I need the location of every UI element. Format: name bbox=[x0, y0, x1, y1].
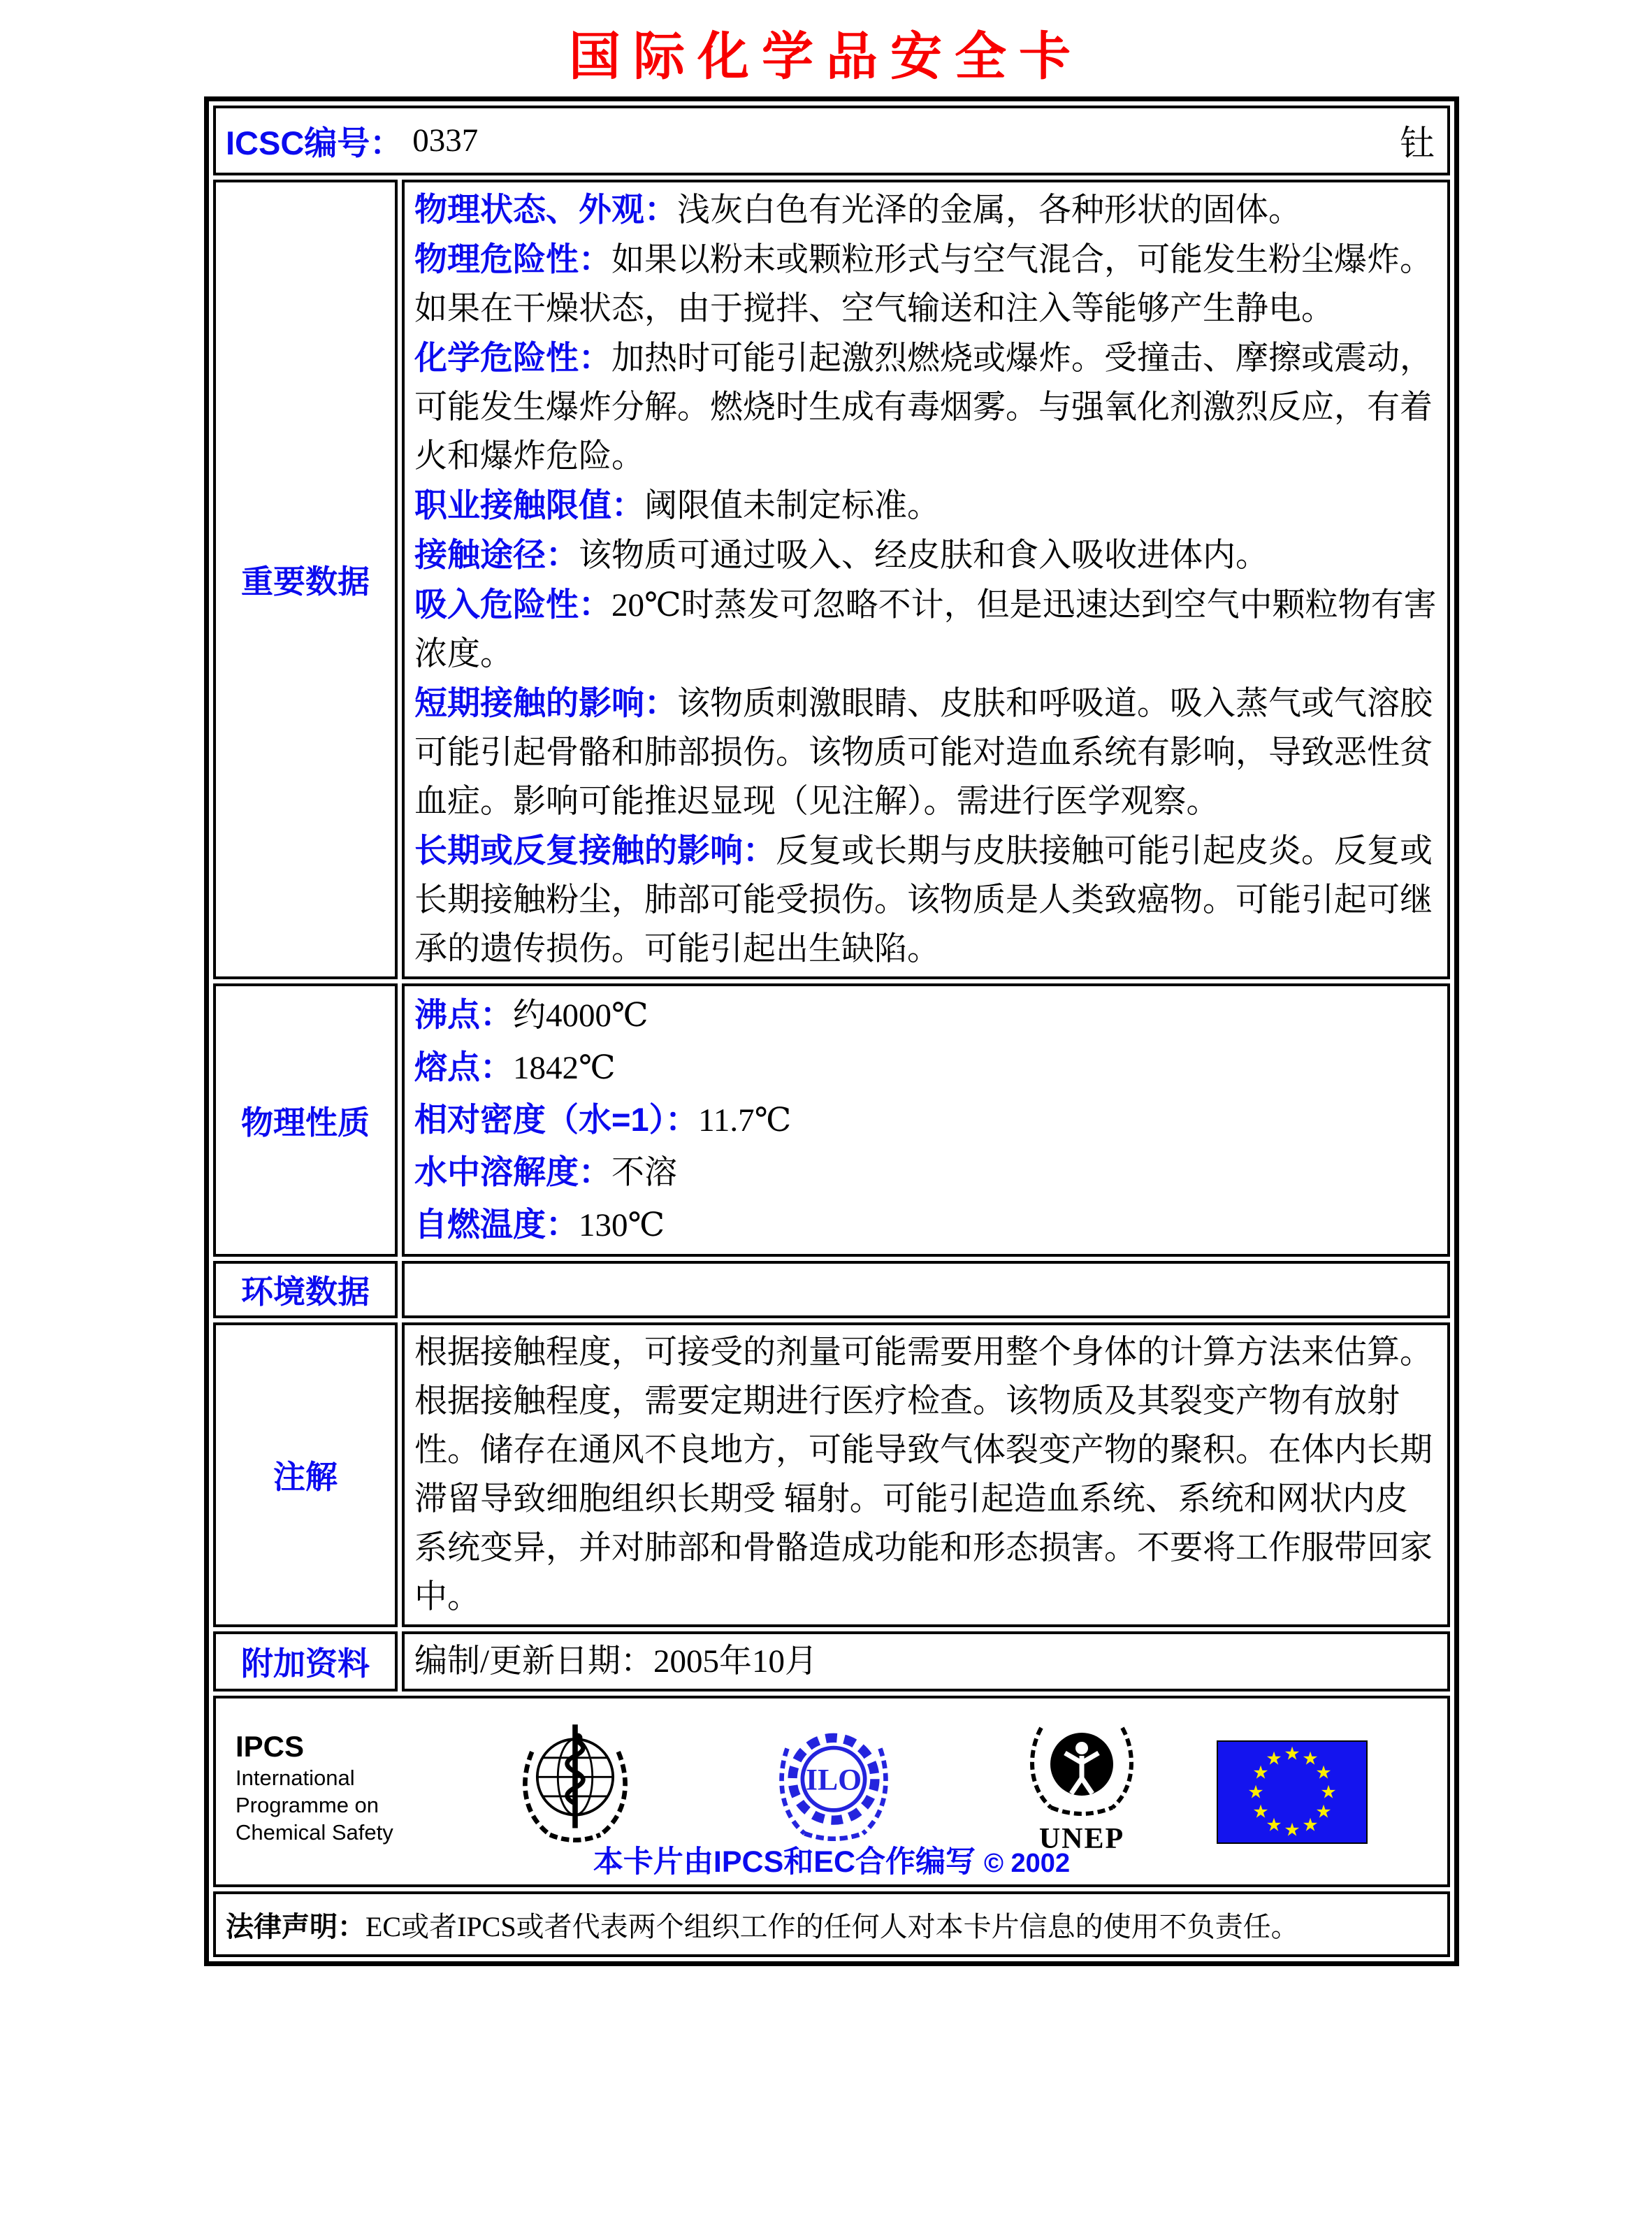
logos-cell bbox=[213, 1696, 1450, 1887]
svg-text:★: ★ bbox=[1302, 1815, 1319, 1835]
field-value: 不溶 bbox=[611, 1155, 677, 1191]
who-emblem-icon bbox=[509, 1715, 642, 1848]
field-label: 吸入危险性： bbox=[414, 586, 611, 623]
physical-item bbox=[414, 1094, 1437, 1146]
important-item bbox=[414, 679, 1437, 826]
field-label: 物理危险性： bbox=[414, 240, 611, 277]
section-label-notes: 注解 bbox=[213, 1322, 398, 1627]
important-item bbox=[414, 185, 1437, 235]
svg-text:★: ★ bbox=[1266, 1748, 1282, 1769]
copyright-text: © 2002 bbox=[983, 1849, 1071, 1878]
ilo-emblem-icon bbox=[767, 1715, 900, 1848]
legal-label: 法律声明： bbox=[226, 1911, 365, 1942]
field-label: 相对密度（水=1）： bbox=[414, 1101, 699, 1138]
chemical-name: 钍 bbox=[1400, 124, 1435, 163]
ipcs-line-1: International bbox=[236, 1766, 355, 1790]
section-label-important: 重要数据 bbox=[213, 180, 398, 979]
field-text: 反复或长期与皮肤接触可能引起皮炎。反复或长期接触粉尘，肺部可能受损伤。该物质是人类致癌物。可能引起可继承的遗传损伤。可能引起出生缺陷。 bbox=[414, 833, 1433, 967]
icsc-number-value: 0337 bbox=[412, 122, 479, 159]
physical-item bbox=[414, 989, 1437, 1041]
svg-text:★: ★ bbox=[1284, 1743, 1300, 1764]
field-label: 长期或反复接触的影响： bbox=[414, 832, 776, 869]
eu-flag-icon bbox=[1217, 1740, 1368, 1844]
physical-item bbox=[414, 1146, 1437, 1199]
ipcs-block bbox=[236, 1729, 393, 1846]
field-label: 自燃温度： bbox=[414, 1206, 579, 1243]
header-cell bbox=[213, 106, 1450, 175]
field-text: 如果以粉末或颗粒形式与空气混合，可能发生粉尘爆炸。如果在干燥状态，由于搅拌、空气输送和注入等能够产生静电。 bbox=[414, 242, 1433, 327]
field-text: 阈限值未制定标准。 bbox=[644, 488, 940, 524]
svg-text:★: ★ bbox=[1302, 1748, 1319, 1769]
unep-emblem-icon bbox=[1012, 1717, 1152, 1821]
caption-text: 本卡片由IPCS和EC合作编写 bbox=[593, 1845, 976, 1879]
section-label-additional: 附加资料 bbox=[213, 1631, 398, 1691]
notes-row bbox=[213, 1322, 1450, 1627]
important-item bbox=[414, 826, 1437, 974]
important-data-content bbox=[402, 180, 1450, 979]
svg-text:★: ★ bbox=[1315, 1801, 1332, 1822]
physical-properties-content bbox=[402, 983, 1450, 1257]
svg-text:★: ★ bbox=[1320, 1782, 1337, 1803]
logos-strip bbox=[226, 1701, 1437, 1882]
header-line bbox=[226, 115, 1437, 166]
svg-text:★: ★ bbox=[1315, 1762, 1332, 1783]
field-label: 化学危险性： bbox=[414, 339, 611, 376]
svg-text:★: ★ bbox=[1252, 1801, 1269, 1822]
notes-text: 根据接触程度，可接受的剂量可能需要用整个身体的计算方法来估算。根据接触程度，需要定期进行医疗检查。该物质及其裂变产物有放射性。储存在通风不良地方，可能导致气体裂变产物的聚积。在体内长期滞留导致细胞组织长期受 辐射。可能引起造血系统、系统和网状内皮系统变异，并对肺部和骨骼造成功能和形态损害。不要将工作服带回家中。 bbox=[414, 1334, 1433, 1615]
important-item bbox=[414, 531, 1437, 580]
unep-block bbox=[1012, 1717, 1152, 1856]
field-value: 1842℃ bbox=[513, 1050, 616, 1086]
section-label-environment: 环境数据 bbox=[213, 1261, 398, 1318]
ilo-letters: ILO bbox=[805, 1763, 862, 1797]
ipcs-line-3: Chemical Safety bbox=[236, 1820, 393, 1845]
environmental-data-row bbox=[213, 1261, 1450, 1318]
section-label-physical: 物理性质 bbox=[213, 983, 398, 1257]
physical-item bbox=[414, 1199, 1437, 1251]
physical-properties-row bbox=[213, 983, 1450, 1257]
ipcs-acronym: IPCS bbox=[236, 1730, 305, 1763]
physical-item bbox=[414, 1041, 1437, 1094]
legal-cell bbox=[213, 1891, 1450, 1957]
additional-info-text: 编制/更新日期：2005年10月 bbox=[414, 1643, 818, 1680]
field-label: 职业接触限值： bbox=[414, 486, 644, 524]
field-label: 接触途径： bbox=[414, 536, 579, 573]
svg-text:★: ★ bbox=[1252, 1762, 1269, 1783]
icsc-number-label: ICSC编号： bbox=[226, 124, 403, 161]
field-label: 短期接触的影响： bbox=[414, 684, 677, 721]
field-label: 物理状态、外观： bbox=[414, 191, 677, 228]
important-data-row bbox=[213, 180, 1450, 979]
notes-content bbox=[402, 1322, 1450, 1627]
svg-text:★: ★ bbox=[1266, 1815, 1282, 1835]
additional-info-content bbox=[402, 1631, 1450, 1691]
field-text: 该物质可通过吸入、经皮肤和食入吸收进体内。 bbox=[579, 538, 1268, 574]
svg-text:★: ★ bbox=[1284, 1819, 1300, 1840]
field-label: 熔点： bbox=[414, 1048, 513, 1085]
legal-row bbox=[213, 1891, 1450, 1957]
icsc-table bbox=[204, 96, 1459, 1966]
important-item bbox=[414, 580, 1437, 679]
additional-info-row bbox=[213, 1631, 1450, 1691]
field-label: 水中溶解度： bbox=[414, 1153, 611, 1190]
cooperation-caption bbox=[226, 1838, 1437, 1881]
important-item bbox=[414, 235, 1437, 333]
field-value: 130℃ bbox=[579, 1207, 665, 1243]
field-text: 该物质刺激眼睛、皮肤和呼吸道。吸入蒸气或气溶胶可能引起骨骼和肺部损伤。该物质可能对造血系统有影响，导致恶性贫血症。影响可能推迟显现（见注解）。需进行医学观察。 bbox=[414, 686, 1433, 820]
field-value: 11.7℃ bbox=[698, 1102, 792, 1139]
page-title: 国际化学品安全卡 bbox=[569, 29, 1083, 86]
field-label: 沸点： bbox=[414, 996, 513, 1033]
ipcs-line-2: Programme on bbox=[236, 1793, 379, 1817]
header-row bbox=[213, 106, 1450, 175]
field-text: 浅灰白色有光泽的金属，各种形状的固体。 bbox=[677, 192, 1301, 229]
svg-text:★: ★ bbox=[1247, 1782, 1264, 1803]
logos-row bbox=[213, 1696, 1450, 1887]
environmental-data-content bbox=[402, 1261, 1450, 1318]
important-item bbox=[414, 333, 1437, 481]
field-text: 20℃时蒸发可忽略不计，但是迅速达到空气中颗粒物有害浓度。 bbox=[414, 587, 1437, 672]
legal-text: EC或者IPCS或者代表两个组织工作的任何人对本卡片信息的使用不负责任。 bbox=[365, 1910, 1299, 1942]
field-text: 加热时可能引起激烈燃烧或爆炸。受撞击、摩擦或震动，可能发生爆炸分解。燃烧时生成有毒烟雾。与强氧化剂激烈反应，有着火和爆炸危险。 bbox=[414, 340, 1433, 475]
field-value: 约4000℃ bbox=[513, 997, 649, 1034]
important-item bbox=[414, 481, 1437, 531]
unep-label: UNEP bbox=[1038, 1823, 1125, 1855]
